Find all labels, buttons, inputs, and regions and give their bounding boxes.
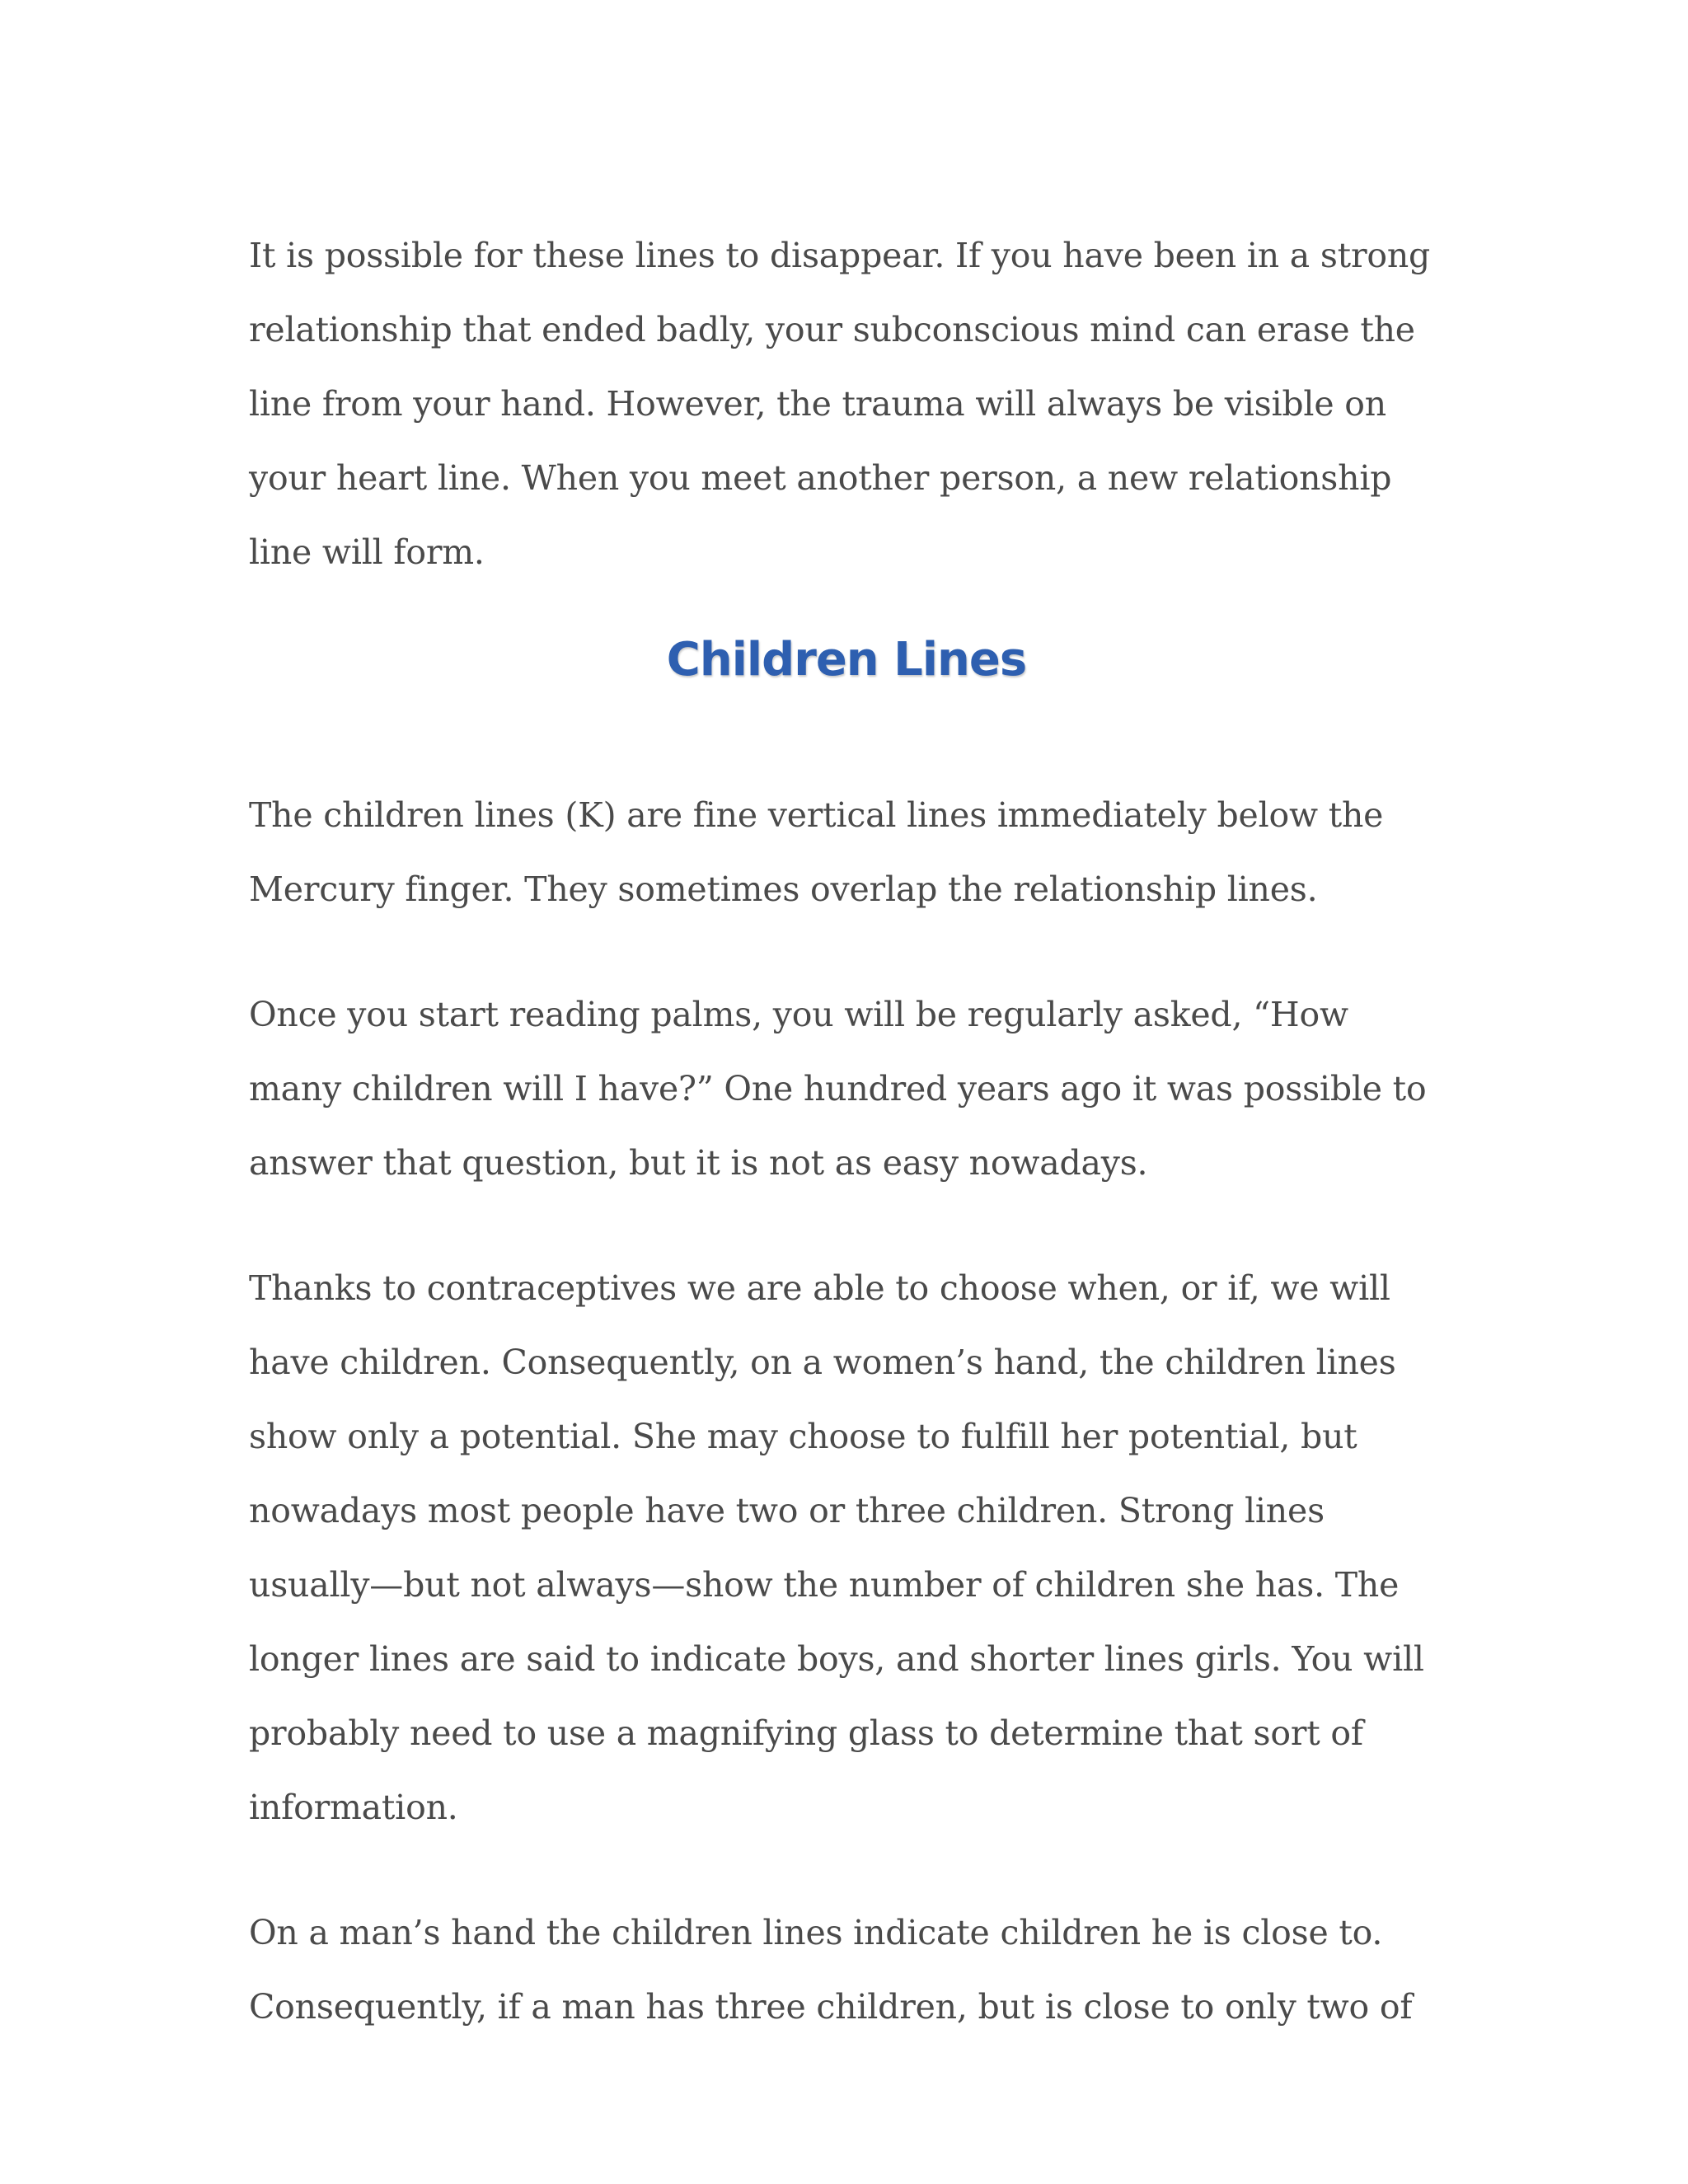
section-heading: Children Lines (666, 633, 1027, 687)
paragraph: On a man’s hand the children lines indicate children he is close to. Consequently, if a man has three children, but is close to only two of (249, 1913, 1413, 2027)
intro-paragraph: It is possible for these lines to disappear. If you have been in a strong relationship that ended badly, your subconscious mind can erase the line from your hand. However, the trauma will always be visible on your heart line. When you meet another person, a new relationship line will form. (249, 236, 1431, 572)
paragraph: Once you start reading palms, you will be regularly asked, “How many children will I have?” One hundred years ago it was possible to answer that question, but it is not as easy nowadays. (249, 995, 1427, 1183)
section-heading-wrap (249, 633, 1444, 699)
section-body (249, 778, 1444, 2044)
paragraph: The children lines (K) are fine vertical lines immediately below the Mercury finger. They sometimes overlap the relationship lines. (249, 795, 1384, 909)
intro-block (249, 218, 1444, 589)
paragraph: Thanks to contraceptives we are able to choose when, or if, we will have children. Consequently, on a women’s hand, the children lines show only a potential. She may choose to fulfill her potential, but nowadays most people have two or three children. Strong lines usually—but not always—show the number of children she has. The longer lines are said to indicate boys, and shorter lines girls. You will probably need to use a magnifying glass to determine that sort of information. (249, 1268, 1424, 1827)
